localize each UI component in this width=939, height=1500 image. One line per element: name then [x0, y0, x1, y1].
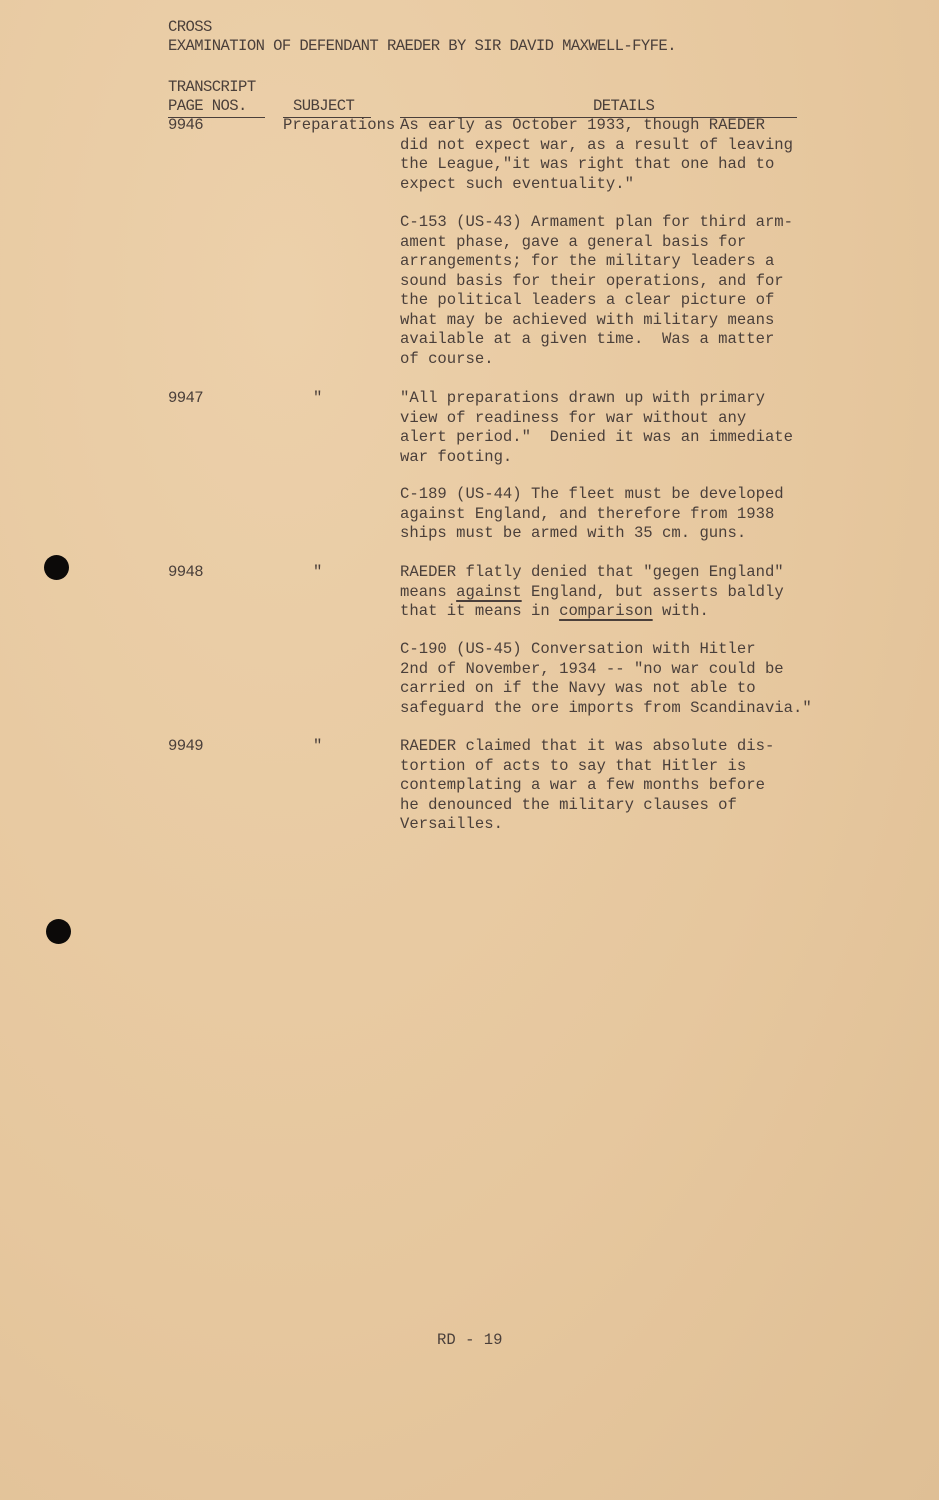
details-line: arrangements; for the military leaders a [400, 252, 775, 270]
details-line: the political leaders a clear picture of [400, 291, 775, 309]
entry-page: 9949 [168, 737, 204, 755]
details-line: safeguard the ore imports from Scandinavia." [400, 698, 812, 717]
details-line: what may be achieved with military means [400, 310, 775, 329]
details-line: ships must be armed with 35 cm. guns. [400, 524, 747, 542]
entry-subject-ditto: " [313, 737, 323, 755]
details-line: Versailles. [400, 815, 503, 833]
entry-subject: Preparations [283, 116, 396, 134]
details-line: war footing. [400, 447, 513, 466]
details-paragraph [400, 640, 812, 718]
entry-page: 9948 [168, 563, 204, 581]
details-line: did not expect war, as a result of leaving [400, 135, 794, 154]
column-header-subject: SUBJECT [293, 97, 355, 115]
underlined-word: comparison [559, 602, 653, 620]
text-segment: means [400, 582, 457, 601]
page-number: RD - 19 [437, 1331, 503, 1349]
details-line: tortion of acts to say that Hitler is [400, 756, 747, 775]
column-header-transcript: TRANSCRIPT [168, 78, 256, 96]
entry-page: 9946 [168, 116, 204, 134]
details-line: expect such eventuality." [400, 174, 634, 193]
text-segment: with. [652, 602, 709, 620]
text-segment: England, but asserts baldly [521, 582, 784, 601]
entry-subject-ditto: " [313, 389, 323, 407]
details-paragraph [400, 563, 784, 622]
details-line: against England, and therefore from 1938 [400, 504, 775, 523]
column-header-page-nos: PAGE NOS. [168, 97, 247, 115]
details-line: "All preparations drawn up with primary [400, 389, 765, 407]
details-line: RAEDER flatly denied that "gegen England" [400, 563, 784, 581]
document-title: EXAMINATION OF DEFENDANT RAEDER BY SIR DAVID MAXWELL-FYFE. [168, 37, 676, 55]
details-paragraph [400, 116, 793, 194]
details-line: of course. [400, 349, 494, 368]
details-line: view of readiness for war without any [400, 408, 747, 427]
details-line: sound basis for their operations, and for [400, 271, 784, 290]
details-paragraph [400, 737, 774, 835]
details-paragraph [400, 389, 793, 467]
details-line: 2nd of November, 1934 -- "no war could be [400, 659, 784, 678]
details-line: RAEDER claimed that it was absolute dis- [400, 737, 775, 755]
details-line: contemplating a war a few months before [400, 776, 765, 794]
text-segment: that it means in [400, 602, 560, 620]
details-line: he denounced the military clauses of [400, 795, 737, 814]
details-line: carried on if the Navy was not able to [400, 679, 756, 697]
entry-subject-ditto: " [313, 563, 323, 581]
details-line: As early as October 1933, though RAEDER [400, 116, 765, 134]
details-line: alert period." Denied it was an immediate [400, 428, 794, 446]
details-paragraph [400, 213, 793, 369]
underlined-word: against [456, 582, 522, 601]
punch-hole [44, 555, 69, 580]
entry-page: 9947 [168, 389, 204, 407]
details-line: C-189 (US-44) The fleet must be developed [400, 485, 784, 503]
header-cross: CROSS [168, 18, 212, 36]
details-line [400, 583, 784, 603]
details-line: C-153 (US-43) Armament plan for third arm- [400, 213, 794, 231]
punch-hole [46, 919, 71, 944]
details-line: available at a given time. Was a matter [400, 330, 775, 348]
details-line [400, 602, 784, 622]
details-paragraph [400, 485, 784, 544]
column-header-details: DETAILS [593, 97, 655, 115]
details-line: the League,"it was right that one had to [400, 155, 775, 173]
details-line: C-190 (US-45) Conversation with Hitler [400, 640, 756, 658]
details-line: ament phase, gave a general basis for [400, 232, 747, 251]
